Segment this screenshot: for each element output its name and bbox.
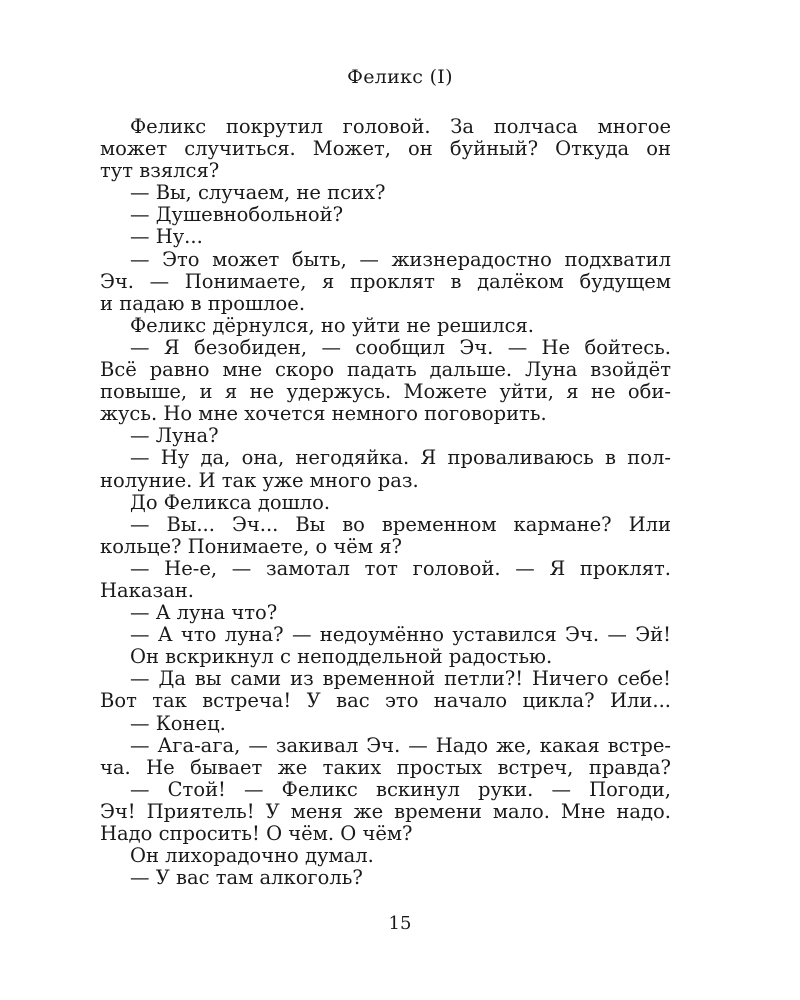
text-line: кольце? Понимаете, о чём я? — [100, 535, 402, 558]
text-line: Всё равно мне скоро падать дальше. Луна взойдёт — [100, 359, 671, 382]
text-line: Феликс покрутил головой. За полчаса многое — [130, 116, 671, 138]
text-line: — А что луна? — недоумённо уставился Эч. — Эй! — [130, 624, 671, 647]
text-line: повыше, и я не удержусь. Можете уйти, я не оби- — [100, 381, 671, 404]
text-line: — А луна что? — [130, 602, 278, 625]
text-line: — Душевнобольной? — [130, 204, 344, 227]
text-line: — Ага-ага, — закивал Эч. — Надо же, какая встре- — [130, 734, 671, 757]
text-line: Вот так встреча! У вас это начало цикла? Или... — [100, 690, 671, 713]
page-number: 15 — [388, 913, 412, 934]
text-line: ча. Не бывает же таких простых встреч, правда? — [100, 756, 671, 779]
text-line: Он лихорадочно думал. — [130, 845, 374, 868]
body-text — [100, 116, 671, 889]
text-line: — Ну да, она, негодяйка. Я проваливаюсь в пол- — [130, 447, 671, 470]
text-line: — Ну... — [130, 226, 203, 249]
text-line: Наказан. — [100, 579, 194, 602]
text-line: жусь. Но мне хочется немного поговорить. — [100, 403, 547, 426]
running-head: Феликс (I) — [347, 66, 453, 88]
text-line: Он вскрикнул с неподдельной радостью. — [130, 646, 553, 669]
text-line: — Я безобиден, — сообщил Эч. — Не бойтесь. — [130, 336, 671, 359]
text-line: и падаю в прошлое. — [100, 292, 306, 315]
text-line: — Это может быть, — жизнерадостно подхватил — [130, 248, 671, 271]
text-line: — Вы, случаем, не псих? — [130, 182, 386, 205]
text-line: До Феликса дошло. — [130, 491, 331, 514]
text-line: — Конец. — [130, 712, 226, 735]
text-line: — Стой! — Феликс вскинул руки. — Погоди, — [130, 778, 671, 801]
text-line: Надо спросить! О чём. О чём? — [100, 823, 413, 845]
text-line: — Да вы сами из временной петли?! Ничего себе! — [130, 668, 671, 691]
text-line: — У вас там алкоголь? — [130, 867, 363, 890]
text-line: — Не-е, — замотал тот головой. — Я проклят. — [130, 557, 671, 580]
text-line: Эч. — Понимаете, я проклят в далёком будущем — [100, 270, 671, 293]
text-line: — Вы... Эч... Вы во временном кармане? Или — [130, 513, 671, 536]
text-line: тут взялся? — [100, 160, 220, 183]
text-line: Эч! Приятель! У меня же времени мало. Мне надо. — [100, 800, 671, 823]
text-line: — Луна? — [130, 425, 219, 448]
text-line: нолуние. И так уже много раз. — [100, 469, 419, 492]
text-line: Феликс дёрнулся, но уйти не решился. — [130, 314, 535, 337]
text-line: может случиться. Может, он буйный? Откуда он — [100, 138, 671, 161]
